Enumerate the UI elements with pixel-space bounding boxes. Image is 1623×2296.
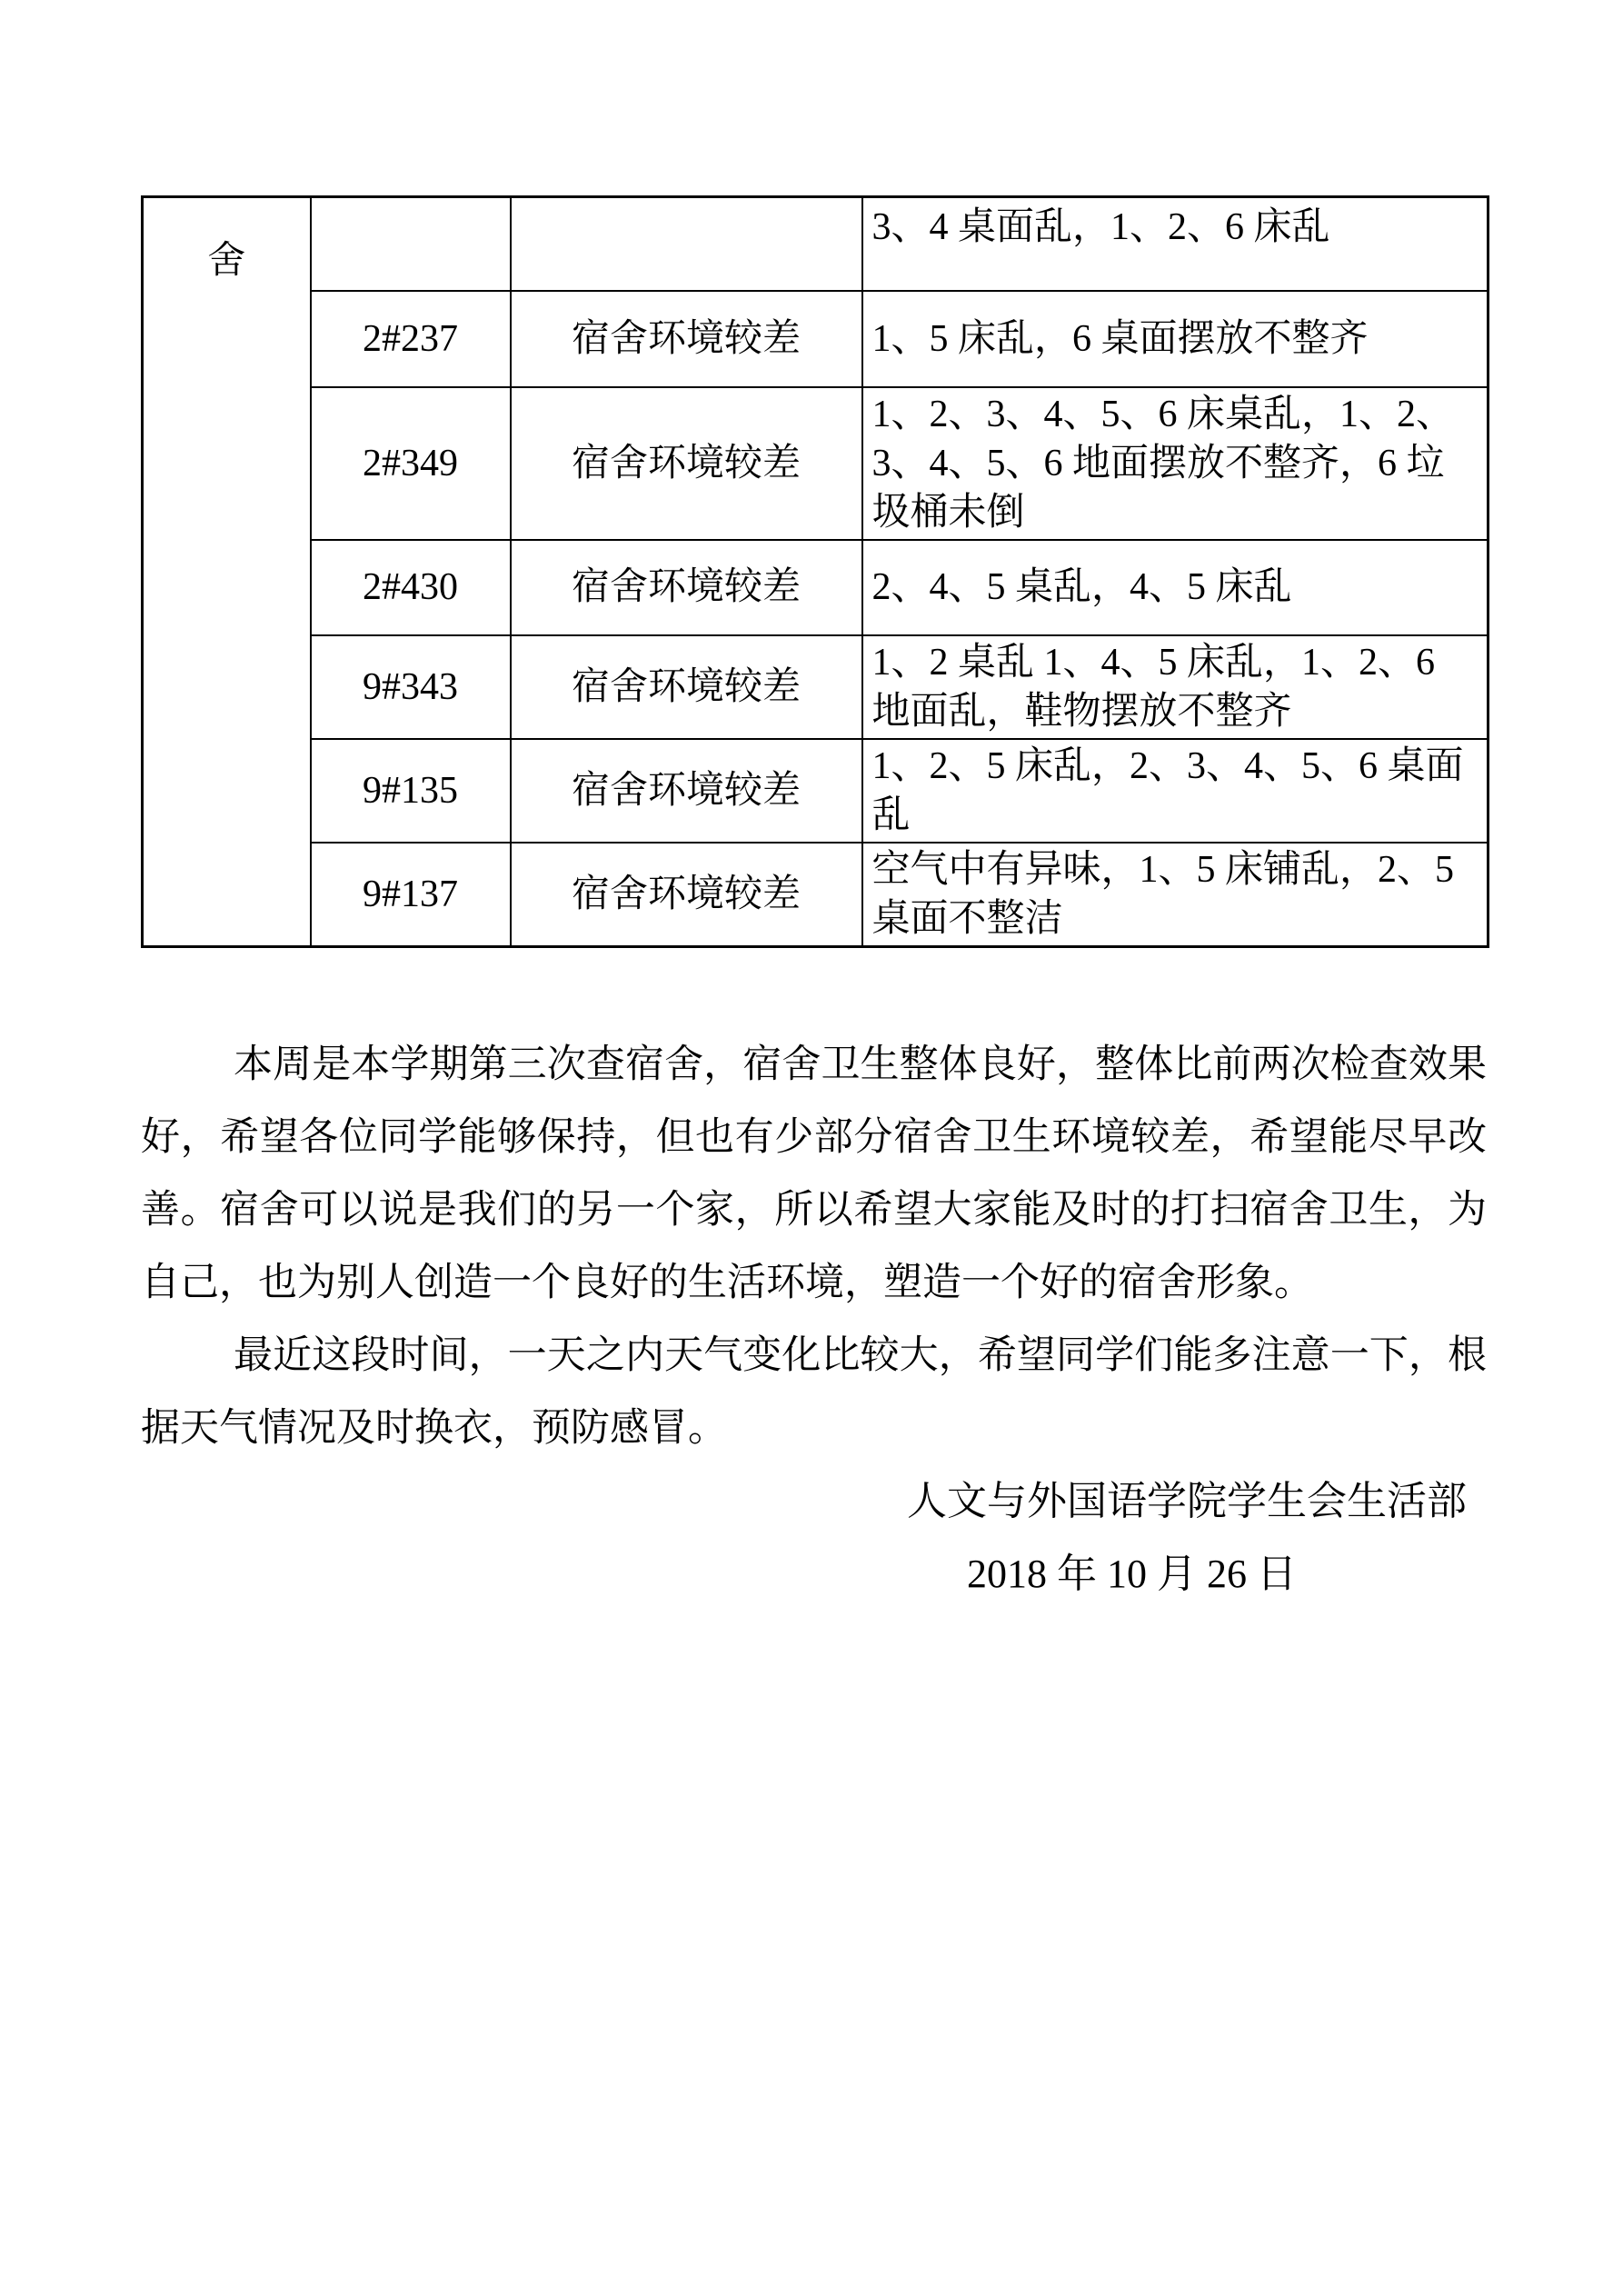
- status-cell: 宿舍环境较差: [511, 739, 862, 843]
- room-cell: 2#237: [311, 291, 511, 387]
- signature-org: 人文与外国语学院学生会生活部: [907, 1478, 1467, 1523]
- desc-cell: 空气中有异味，1、5 床铺乱，2、5 桌面不整洁: [862, 843, 1489, 947]
- paragraph-weather-notice: 最近这段时间，一天之内天气变化比较大，希望同学们能多注意一下，根据天气情况及时换衣，预防感冒。: [141, 1333, 1487, 1450]
- status-cell: 宿舍环境较差: [511, 843, 862, 947]
- status-cell: 宿舍环境较差: [511, 540, 862, 635]
- dorm-inspection-table: [141, 195, 1489, 948]
- signature-date: 2018 年 10 月 26 日: [967, 1551, 1297, 1596]
- table-row: [143, 387, 1489, 540]
- room-cell: [311, 197, 511, 291]
- table-row: [143, 843, 1489, 947]
- room-cell: 2#349: [311, 387, 511, 540]
- table-row: [143, 540, 1489, 635]
- desc-cell: 3、4 桌面乱，1、2、6 床乱: [862, 197, 1489, 291]
- desc-cell: 1、2、3、4、5、6 床桌乱，1、2、3、4、5、6 地面摆放不整齐，6 垃圾桶未倒: [862, 387, 1489, 540]
- room-cell: 9#135: [311, 739, 511, 843]
- table-row: [143, 291, 1489, 387]
- hall-cell: 舍: [143, 197, 311, 947]
- room-cell: 9#137: [311, 843, 511, 947]
- desc-cell: 1、5 床乱，6 桌面摆放不整齐: [862, 291, 1489, 387]
- status-cell: 宿舍环境较差: [511, 635, 862, 739]
- table-row: [143, 635, 1489, 739]
- status-cell: [511, 197, 862, 291]
- room-cell: 9#343: [311, 635, 511, 739]
- desc-cell: 2、4、5 桌乱，4、5 床乱: [862, 540, 1489, 635]
- table-row: [143, 197, 1489, 291]
- status-cell: 宿舍环境较差: [511, 291, 862, 387]
- table-row: [143, 739, 1489, 843]
- desc-cell: 1、2、5 床乱，2、3、4、5、6 桌面乱: [862, 739, 1489, 843]
- paragraph-summary: 本周是本学期第三次查宿舍，宿舍卫生整体良好，整体比前两次检查效果好，希望各位同学能够保持，但也有少部分宿舍卫生环境较差，希望能尽早改善。宿舍可以说是我们的另一个家，所以希望大家能及时的打扫宿舍卫生，为自己，也为别人创造一个良好的生活环境，塑造一个好的宿舍形象。: [141, 1043, 1487, 1304]
- desc-cell: 1、2 桌乱 1、4、5 床乱，1、2、6 地面乱，鞋物摆放不整齐: [862, 635, 1489, 739]
- room-cell: 2#430: [311, 540, 511, 635]
- status-cell: 宿舍环境较差: [511, 387, 862, 540]
